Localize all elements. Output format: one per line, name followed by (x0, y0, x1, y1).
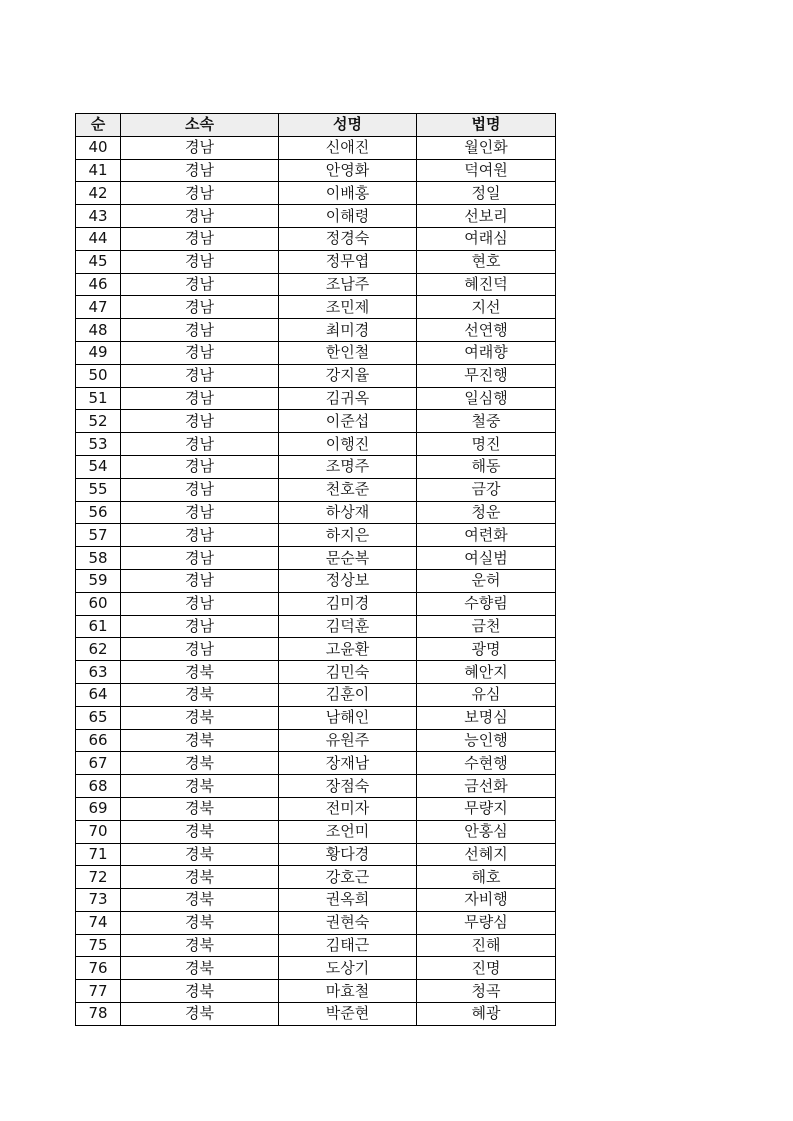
cell-name: 조명주 (279, 455, 417, 478)
cell-name: 정경숙 (279, 227, 417, 250)
table-row (76, 273, 556, 296)
table-row (76, 410, 556, 433)
cell-number: 68 (76, 775, 121, 798)
cell-dharma-name: 정일 (417, 182, 556, 205)
cell-dharma-name: 광명 (417, 638, 556, 661)
cell-affiliation: 경남 (121, 433, 279, 456)
cell-name: 권옥희 (279, 889, 417, 912)
cell-number: 63 (76, 661, 121, 684)
table-row (76, 797, 556, 820)
cell-affiliation: 경남 (121, 182, 279, 205)
cell-affiliation: 경북 (121, 866, 279, 889)
cell-number: 51 (76, 387, 121, 410)
cell-number: 77 (76, 980, 121, 1003)
cell-dharma-name: 금강 (417, 478, 556, 501)
table-row (76, 501, 556, 524)
header-affiliation: 소속 (121, 114, 279, 137)
cell-dharma-name: 해호 (417, 866, 556, 889)
cell-name: 강지율 (279, 364, 417, 387)
cell-name: 이해령 (279, 205, 417, 228)
table-row (76, 752, 556, 775)
cell-number: 42 (76, 182, 121, 205)
cell-name: 이행진 (279, 433, 417, 456)
cell-name: 박준현 (279, 1003, 417, 1026)
cell-number: 46 (76, 273, 121, 296)
cell-number: 69 (76, 797, 121, 820)
cell-number: 48 (76, 319, 121, 342)
cell-name: 황다경 (279, 843, 417, 866)
cell-dharma-name: 혜안지 (417, 661, 556, 684)
cell-number: 72 (76, 866, 121, 889)
cell-affiliation: 경남 (121, 387, 279, 410)
cell-affiliation: 경북 (121, 797, 279, 820)
cell-name: 최미경 (279, 319, 417, 342)
cell-dharma-name: 무량지 (417, 797, 556, 820)
cell-number: 74 (76, 911, 121, 934)
table-row (76, 433, 556, 456)
cell-number: 53 (76, 433, 121, 456)
table-row (76, 341, 556, 364)
cell-number: 76 (76, 957, 121, 980)
cell-name: 이준섭 (279, 410, 417, 433)
cell-name: 고윤환 (279, 638, 417, 661)
cell-affiliation: 경북 (121, 980, 279, 1003)
cell-dharma-name: 무진행 (417, 364, 556, 387)
table-row (76, 638, 556, 661)
cell-name: 김미경 (279, 592, 417, 615)
cell-name: 유원주 (279, 729, 417, 752)
member-roster-table (75, 113, 556, 1026)
cell-name: 정무엽 (279, 250, 417, 273)
header-name: 성명 (279, 114, 417, 137)
table-row (76, 980, 556, 1003)
cell-name: 조민제 (279, 296, 417, 319)
cell-affiliation: 경북 (121, 934, 279, 957)
cell-affiliation: 경북 (121, 820, 279, 843)
cell-number: 73 (76, 889, 121, 912)
cell-dharma-name: 능인행 (417, 729, 556, 752)
cell-dharma-name: 여래향 (417, 341, 556, 364)
cell-affiliation: 경북 (121, 957, 279, 980)
table-row (76, 569, 556, 592)
cell-affiliation: 경남 (121, 455, 279, 478)
cell-affiliation: 경북 (121, 729, 279, 752)
cell-number: 49 (76, 341, 121, 364)
table-row (76, 296, 556, 319)
cell-number: 60 (76, 592, 121, 615)
cell-number: 71 (76, 843, 121, 866)
cell-affiliation: 경북 (121, 1003, 279, 1026)
cell-name: 조남주 (279, 273, 417, 296)
table-row (76, 615, 556, 638)
cell-affiliation: 경남 (121, 501, 279, 524)
table-row (76, 706, 556, 729)
cell-name: 전미자 (279, 797, 417, 820)
cell-affiliation: 경북 (121, 661, 279, 684)
cell-number: 64 (76, 683, 121, 706)
cell-dharma-name: 일심행 (417, 387, 556, 410)
cell-number: 62 (76, 638, 121, 661)
cell-affiliation: 경북 (121, 752, 279, 775)
cell-affiliation: 경북 (121, 911, 279, 934)
cell-name: 하상재 (279, 501, 417, 524)
cell-number: 54 (76, 455, 121, 478)
cell-name: 정상보 (279, 569, 417, 592)
cell-affiliation: 경남 (121, 319, 279, 342)
cell-name: 조언미 (279, 820, 417, 843)
table-row (76, 547, 556, 570)
cell-dharma-name: 금천 (417, 615, 556, 638)
cell-number: 41 (76, 159, 121, 182)
cell-affiliation: 경남 (121, 410, 279, 433)
table-row (76, 136, 556, 159)
cell-dharma-name: 무량심 (417, 911, 556, 934)
cell-dharma-name: 청곡 (417, 980, 556, 1003)
cell-dharma-name: 보명심 (417, 706, 556, 729)
cell-affiliation: 경남 (121, 341, 279, 364)
table-header-row (76, 114, 556, 137)
cell-name: 강호근 (279, 866, 417, 889)
header-dharma-name: 법명 (417, 114, 556, 137)
cell-dharma-name: 월인화 (417, 136, 556, 159)
cell-affiliation: 경남 (121, 227, 279, 250)
cell-dharma-name: 혜진덕 (417, 273, 556, 296)
cell-affiliation: 경남 (121, 364, 279, 387)
cell-number: 57 (76, 524, 121, 547)
table-row (76, 889, 556, 912)
cell-number: 61 (76, 615, 121, 638)
cell-dharma-name: 여련화 (417, 524, 556, 547)
table-row (76, 843, 556, 866)
cell-affiliation: 경남 (121, 273, 279, 296)
cell-dharma-name: 선혜지 (417, 843, 556, 866)
table-row (76, 319, 556, 342)
cell-name: 장재남 (279, 752, 417, 775)
cell-dharma-name: 유심 (417, 683, 556, 706)
cell-number: 52 (76, 410, 121, 433)
cell-dharma-name: 선연행 (417, 319, 556, 342)
table-row (76, 387, 556, 410)
cell-dharma-name: 청운 (417, 501, 556, 524)
cell-name: 안영화 (279, 159, 417, 182)
table-row (76, 455, 556, 478)
cell-dharma-name: 자비행 (417, 889, 556, 912)
cell-number: 66 (76, 729, 121, 752)
cell-name: 장점숙 (279, 775, 417, 798)
cell-name: 하지은 (279, 524, 417, 547)
table-row (76, 159, 556, 182)
cell-name: 도상기 (279, 957, 417, 980)
cell-dharma-name: 안홍심 (417, 820, 556, 843)
cell-name: 문순복 (279, 547, 417, 570)
cell-number: 75 (76, 934, 121, 957)
cell-affiliation: 경북 (121, 889, 279, 912)
cell-name: 마효철 (279, 980, 417, 1003)
cell-number: 58 (76, 547, 121, 570)
table-row (76, 205, 556, 228)
cell-name: 한인철 (279, 341, 417, 364)
cell-number: 56 (76, 501, 121, 524)
cell-number: 70 (76, 820, 121, 843)
table-row (76, 182, 556, 205)
cell-dharma-name: 수향림 (417, 592, 556, 615)
cell-affiliation: 경남 (121, 478, 279, 501)
cell-affiliation: 경남 (121, 638, 279, 661)
cell-dharma-name: 덕여원 (417, 159, 556, 182)
cell-affiliation: 경남 (121, 547, 279, 570)
cell-name: 김훈이 (279, 683, 417, 706)
cell-number: 43 (76, 205, 121, 228)
table-row (76, 820, 556, 843)
cell-affiliation: 경북 (121, 683, 279, 706)
table-row (76, 524, 556, 547)
cell-name: 천호준 (279, 478, 417, 501)
cell-name: 김태근 (279, 934, 417, 957)
cell-dharma-name: 지선 (417, 296, 556, 319)
cell-dharma-name: 철중 (417, 410, 556, 433)
cell-affiliation: 경남 (121, 569, 279, 592)
cell-dharma-name: 운허 (417, 569, 556, 592)
cell-name: 이배홍 (279, 182, 417, 205)
cell-affiliation: 경남 (121, 136, 279, 159)
cell-affiliation: 경남 (121, 592, 279, 615)
cell-affiliation: 경북 (121, 706, 279, 729)
table-row (76, 364, 556, 387)
cell-number: 47 (76, 296, 121, 319)
table-row (76, 775, 556, 798)
cell-number: 45 (76, 250, 121, 273)
cell-affiliation: 경남 (121, 524, 279, 547)
cell-affiliation: 경남 (121, 205, 279, 228)
table-row (76, 250, 556, 273)
table-row (76, 866, 556, 889)
cell-affiliation: 경남 (121, 250, 279, 273)
cell-affiliation: 경북 (121, 843, 279, 866)
cell-name: 김귀옥 (279, 387, 417, 410)
cell-dharma-name: 현호 (417, 250, 556, 273)
cell-name: 권현숙 (279, 911, 417, 934)
cell-name: 김덕훈 (279, 615, 417, 638)
cell-dharma-name: 명진 (417, 433, 556, 456)
cell-name: 김민숙 (279, 661, 417, 684)
cell-dharma-name: 선보리 (417, 205, 556, 228)
cell-number: 65 (76, 706, 121, 729)
table-row (76, 957, 556, 980)
cell-affiliation: 경북 (121, 775, 279, 798)
table-row (76, 478, 556, 501)
cell-number: 78 (76, 1003, 121, 1026)
cell-dharma-name: 여래심 (417, 227, 556, 250)
header-number: 순 (76, 114, 121, 137)
table-row (76, 1003, 556, 1026)
table-row (76, 729, 556, 752)
cell-affiliation: 경남 (121, 159, 279, 182)
cell-dharma-name: 진해 (417, 934, 556, 957)
cell-number: 50 (76, 364, 121, 387)
cell-number: 59 (76, 569, 121, 592)
table-row (76, 911, 556, 934)
table-row (76, 934, 556, 957)
cell-dharma-name: 수현행 (417, 752, 556, 775)
cell-name: 신애진 (279, 136, 417, 159)
cell-dharma-name: 금선화 (417, 775, 556, 798)
cell-number: 67 (76, 752, 121, 775)
cell-number: 44 (76, 227, 121, 250)
table-row (76, 661, 556, 684)
table-row (76, 227, 556, 250)
cell-dharma-name: 혜광 (417, 1003, 556, 1026)
cell-dharma-name: 진명 (417, 957, 556, 980)
cell-number: 40 (76, 136, 121, 159)
cell-name: 남해인 (279, 706, 417, 729)
table-row (76, 592, 556, 615)
cell-affiliation: 경남 (121, 615, 279, 638)
cell-dharma-name: 여실범 (417, 547, 556, 570)
table-row (76, 683, 556, 706)
table-body (76, 136, 556, 1025)
cell-number: 55 (76, 478, 121, 501)
cell-dharma-name: 해동 (417, 455, 556, 478)
cell-affiliation: 경남 (121, 296, 279, 319)
